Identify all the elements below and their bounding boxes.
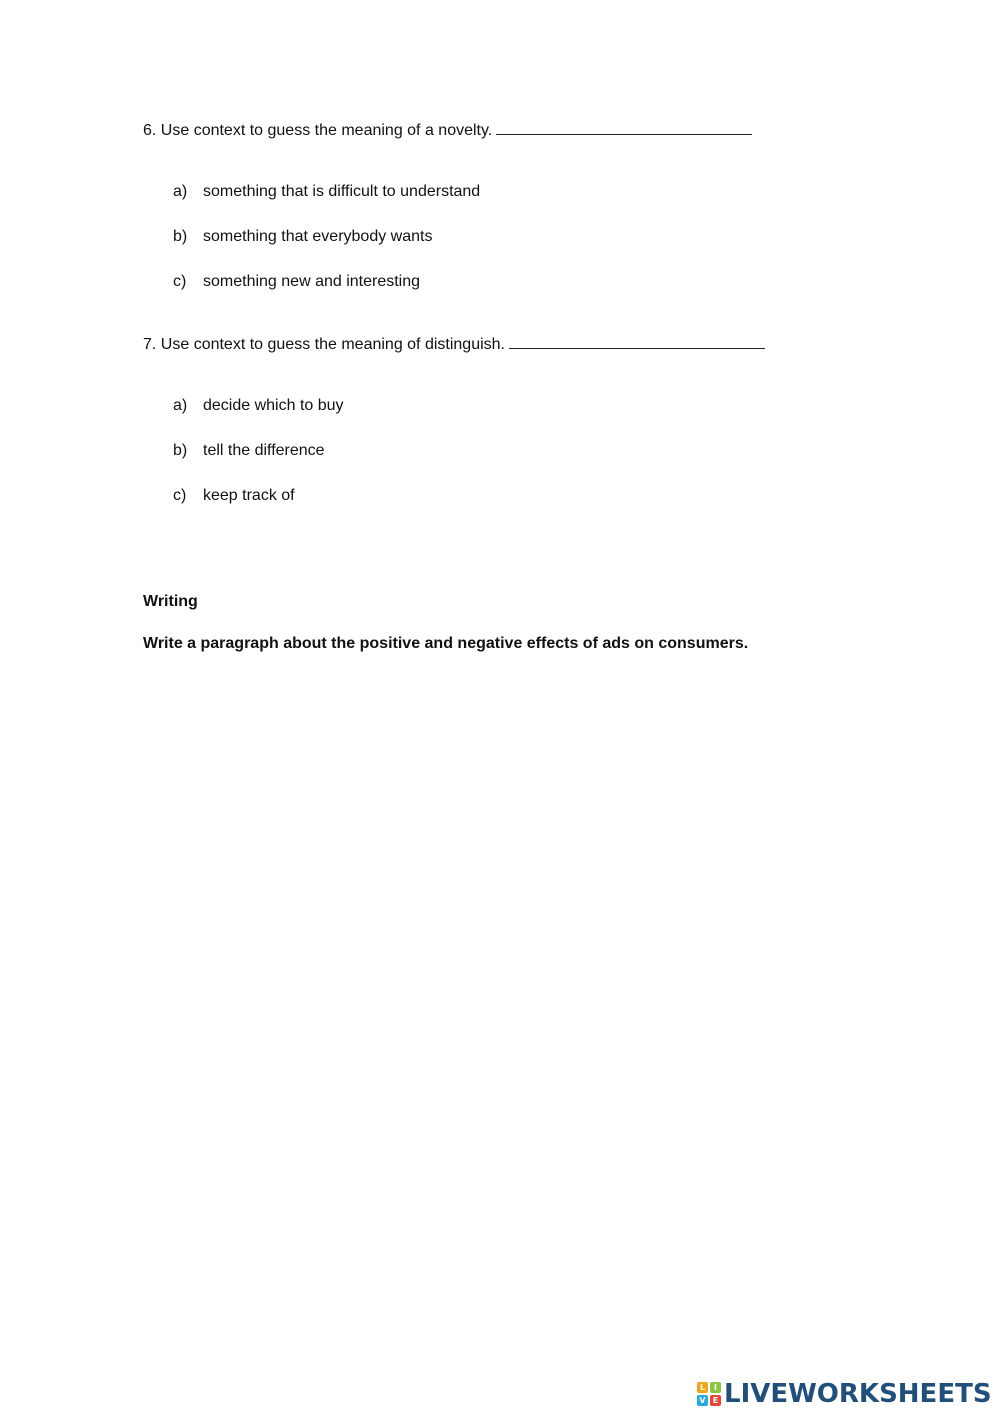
option-text: something new and interesting <box>203 273 421 290</box>
writing-instruction: Write a paragraph about the positive and negative effects of ads on consumers. <box>143 635 749 652</box>
option-letter: a) <box>173 397 188 414</box>
question-6-option-a[interactable] <box>173 182 480 202</box>
question-6-answer-blank[interactable] <box>496 120 752 135</box>
question-7-option-c[interactable] <box>173 486 295 506</box>
logo-squares-icon <box>697 1382 721 1406</box>
question-6-prompt: 6. Use context to guess the meaning of a novelty. <box>143 122 493 139</box>
option-letter: b) <box>173 228 188 245</box>
logo-square: V <box>697 1395 708 1406</box>
question-6-option-c[interactable] <box>173 272 420 292</box>
option-text: decide which to buy <box>203 397 344 414</box>
option-letter: c) <box>173 273 187 290</box>
option-text: tell the difference <box>203 442 325 459</box>
option-text: something that everybody wants <box>203 228 433 245</box>
option-text: something that is difficult to understand <box>203 183 481 200</box>
question-7-option-a[interactable] <box>173 396 344 416</box>
question-6 <box>143 120 752 141</box>
logo-square: E <box>710 1395 721 1406</box>
writing-heading: Writing <box>143 593 198 610</box>
option-letter: a) <box>173 183 188 200</box>
option-text: keep track of <box>203 487 295 504</box>
question-7-option-b[interactable] <box>173 441 325 461</box>
logo-text: LIVEWORKSHEETS <box>724 1379 992 1409</box>
question-6-option-b[interactable] <box>173 227 432 247</box>
option-letter: b) <box>173 442 188 459</box>
question-7-answer-blank[interactable] <box>509 334 765 349</box>
option-letter: c) <box>173 487 187 504</box>
question-7 <box>143 334 765 355</box>
logo-square: L <box>697 1382 708 1393</box>
question-7-prompt: 7. Use context to guess the meaning of distinguish. <box>143 336 505 353</box>
liveworksheets-logo <box>697 1378 992 1410</box>
logo-square: I <box>710 1382 721 1393</box>
